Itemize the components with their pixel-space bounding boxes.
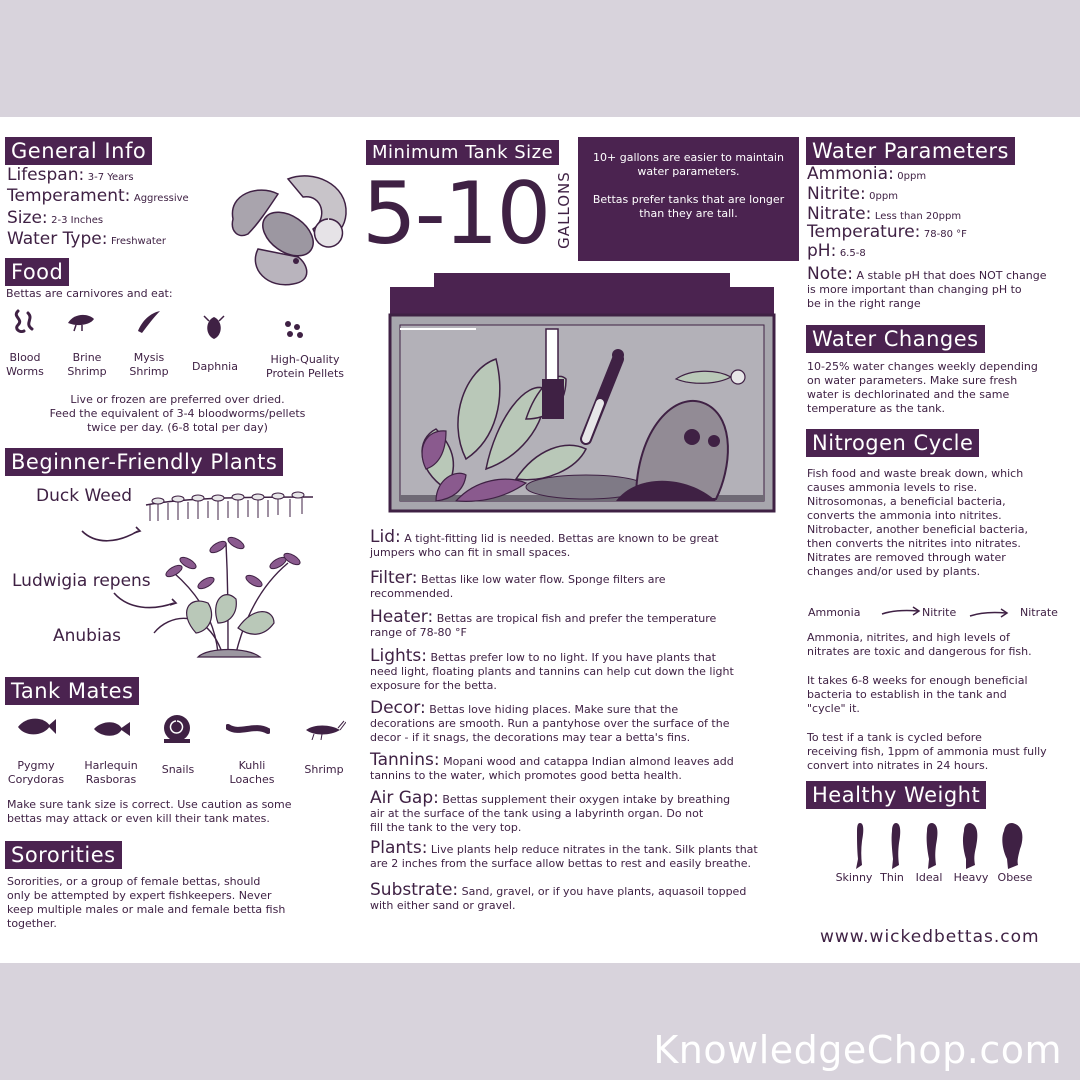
water-changes-header: Water Changes	[806, 325, 985, 353]
flow-nitrate: Nitrate	[1020, 606, 1058, 619]
tank-mates-header: Tank Mates	[5, 677, 139, 705]
food-note: Live or frozen are preferred over dried. Feed the equivalent of 3-4 bloodworms/pellets twice per day. (6-8 total per day)	[49, 393, 306, 434]
betta-fish-illustration	[218, 169, 358, 294]
flow-nitrite: Nitrite	[922, 606, 957, 619]
size-row: Size: 2-3 Inches	[7, 208, 104, 228]
nitrogen-cycle-text: Fish food and waste break down, which causes ammonia levels to rise. Nitrosomonas, a beneficial bacteria, converts the ammonia into nitrites. Nitrobacter, another beneficial bacteria, then converts the nitrites into nitrates. Nitrates are removed through water changes and/or used by plants.	[807, 467, 1028, 578]
harlequin-rasbora-icon	[92, 719, 130, 739]
water-changes-text: 10-25% water changes weekly depending on water parameters. Make sure fresh water is dechlorinated and the same temperature as the tank.	[807, 360, 1038, 415]
weight-skinny: Skinny	[835, 871, 873, 884]
betta-thin-icon	[878, 819, 914, 871]
betta-ideal-icon	[914, 819, 950, 871]
ammonia-row: Ammonia: 0ppm	[807, 164, 927, 184]
tank-tip-box: 10+ gallons are easier to maintain water parameters. Bettas prefer tanks that are longer than they are tall.	[578, 137, 799, 261]
food-item-pellets: High-Quality Protein Pellets	[266, 353, 344, 380]
infographic-sheet	[0, 117, 1080, 963]
website-link[interactable]: www.wickedbettas.com	[820, 927, 1040, 947]
equipment-filter: Filter: Bettas like low water flow. Sponge filters are recommended.	[370, 568, 666, 600]
nitrate-row: Nitrate: Less than 20ppm	[807, 204, 962, 224]
cycle-test-note: To test if a tank is cycled before receiving fish, 1ppm of ammonia must fully convert into nitrates in 24 hours.	[807, 731, 1047, 772]
temperament-row: Temperament: Aggressive	[7, 186, 189, 206]
nitrite-row: Nitrite: 0ppm	[807, 184, 898, 204]
ph-note: Note: A stable pH that does NOT change is more important than changing pH to be in the right range	[807, 264, 1047, 310]
food-item-daphnia: Daphnia	[192, 360, 238, 373]
water-type-row: Water Type: Freshwater	[7, 229, 167, 249]
lifespan-row: Lifespan: 3-7 Years	[7, 165, 134, 185]
equipment-lights: Lights: Bettas prefer low to no light. If you have plants that need light, floating plants and tannins can help cut down the light exposure for the betta.	[370, 646, 734, 692]
snail-icon	[160, 713, 194, 747]
plants-illustration	[78, 483, 323, 668]
mysis-shrimp-icon	[134, 307, 162, 335]
kuhli-loach-icon	[226, 721, 270, 739]
food-item-bloodworms: Blood Worms	[6, 351, 44, 378]
equipment-substrate: Substrate: Sand, gravel, or if you have plants, aquasoil topped with either sand or gravel.	[370, 880, 747, 912]
weight-heavy: Heavy	[953, 871, 989, 884]
tank-size-number: 5-10	[362, 164, 550, 264]
brine-shrimp-icon	[64, 309, 98, 333]
equipment-decor: Decor: Bettas love hiding places. Make sure that the decorations are smooth. Run a pantyhose over the surface of the decor - if it snags, the decorations may tear a betta's fins.	[370, 698, 730, 744]
mate-kuhli-loaches: Kuhli Loaches	[229, 759, 275, 786]
duck-weed-label: Duck Weed	[36, 486, 132, 506]
shrimp-icon	[302, 720, 346, 740]
flow-ammonia: Ammonia	[808, 606, 861, 619]
ludwigia-label: Ludwigia repens	[12, 571, 151, 591]
mate-snails: Snails	[161, 763, 195, 776]
tank-mates-note: Make sure tank size is correct. Use caution as some bettas may attack or even kill their tank mates.	[7, 798, 292, 825]
pygmy-corydoras-icon	[16, 714, 56, 740]
equipment-lid: Lid: A tight-fitting lid is needed. Bettas are known to be great jumpers who can fit in small spaces.	[370, 527, 719, 559]
sororities-text: Sororities, or a group of female bettas, should only be attempted by expert fishkeepers. Never keep multiple males or male and female betta fish together.	[7, 875, 286, 930]
betta-heavy-icon	[952, 819, 988, 871]
arrow-right-icon	[880, 605, 922, 619]
food-intro: Bettas are carnivores and eat:	[6, 287, 173, 300]
mate-pygmy-corydoras: Pygmy Corydoras	[7, 759, 65, 786]
betta-obese-icon	[994, 819, 1030, 871]
anubias-label: Anubias	[53, 626, 121, 646]
gallons-label: GALLONS	[555, 171, 573, 249]
food-item-mysis-shrimp: Mysis Shrimp	[129, 351, 169, 378]
equipment-tannins: Tannins: Mopani wood and catappa Indian almond leaves add tannins to the water, which promotes good betta health.	[370, 750, 734, 782]
food-header: Food	[5, 258, 69, 286]
arrow-right-icon	[968, 607, 1010, 621]
nitrogen-cycle-header: Nitrogen Cycle	[806, 429, 979, 457]
equipment-heater: Heater: Bettas are tropical fish and prefer the temperature range of 78-80 °F	[370, 607, 717, 639]
ph-row: pH: 6.5-8	[807, 241, 866, 261]
food-item-brine-shrimp: Brine Shrimp	[67, 351, 107, 378]
mate-shrimp: Shrimp	[304, 763, 344, 776]
bloodworm-icon	[10, 307, 40, 337]
cycle-weeks-note: It takes 6-8 weeks for enough beneficial bacteria to establish in the tank and "cycle" it.	[807, 674, 1028, 715]
general-info-header: General Info	[5, 137, 152, 165]
weight-obese: Obese	[997, 871, 1033, 884]
temperature-row: Temperature: 78-80 °F	[807, 222, 967, 242]
weight-ideal: Ideal	[915, 871, 943, 884]
equipment-plants: Plants: Live plants help reduce nitrates in the tank. Silk plants that are 2 inches from the surface allow bettas to rest and easily breathe.	[370, 838, 758, 870]
betta-skinny-icon	[842, 819, 878, 871]
watermark-text: KnowledgeChop.com	[653, 1028, 1062, 1072]
toxicity-note: Ammonia, nitrites, and high levels of nitrates are toxic and dangerous for fish.	[807, 631, 1032, 658]
daphnia-icon	[203, 315, 225, 341]
pellets-icon	[282, 319, 304, 339]
aquarium-illustration	[386, 269, 778, 515]
healthy-weight-header: Healthy Weight	[806, 781, 986, 809]
minimum-tank-header: Minimum Tank Size	[366, 140, 559, 165]
plants-header: Beginner-Friendly Plants	[5, 448, 283, 476]
weight-thin: Thin	[880, 871, 904, 884]
equipment-air-gap: Air Gap: Bettas supplement their oxygen intake by breathing air at the surface of the tank using a labyrinth organ. Do not fill the tank to the very top.	[370, 788, 731, 834]
sororities-header: Sororities	[5, 841, 122, 869]
mate-harlequin-rasboras: Harlequin Rasboras	[84, 759, 138, 786]
water-parameters-header: Water Parameters	[806, 137, 1015, 165]
